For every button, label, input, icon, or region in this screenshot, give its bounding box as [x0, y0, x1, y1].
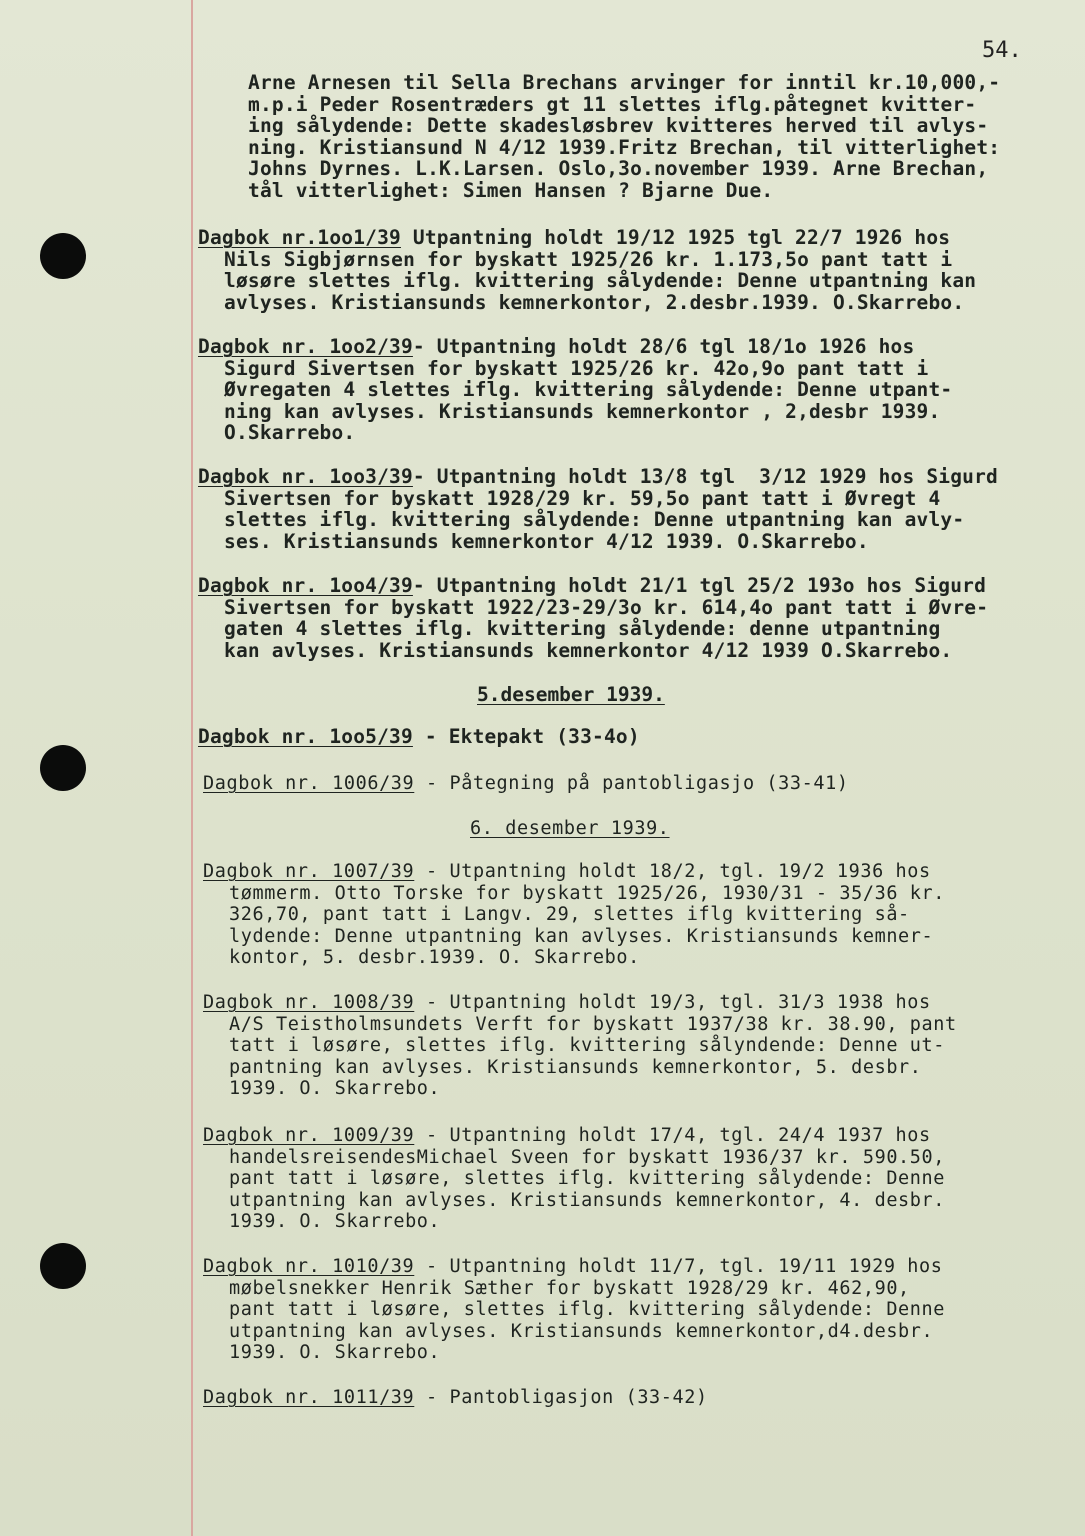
- entry-text: - Utpantning holdt 17/4, tgl. 24/4 1937 hos: [414, 1125, 931, 1146]
- entry-1011: [203, 1387, 708, 1409]
- text-line: O.Skarrebo.: [224, 421, 356, 445]
- text-line: ses. Kristiansunds kemnerkontor 4/12 1939. O.Skarrebo.: [224, 529, 869, 553]
- text-line: lydende: Denne utpantning kan avlyses. Kristiansunds kemner-: [229, 925, 934, 947]
- entry-ref: Dagbok nr. 1oo3/39: [198, 465, 413, 488]
- entry-1006: [203, 773, 849, 795]
- entry-1010: [203, 1256, 945, 1364]
- intro-paragraph: [248, 72, 1000, 202]
- text-line: ning kan avlyses. Kristiansunds kemnerkontor , 2,desbr 1939.: [224, 399, 941, 423]
- entry-1008: [203, 992, 957, 1100]
- text-line: m.p.i Peder Rosentræders gt 11 slettes iflg.påtegnet kvitter-: [248, 92, 977, 116]
- text-line: tål vitterlighet: Simen Hansen ? Bjarne Due.: [248, 178, 774, 202]
- entry-text: - Utpantning holdt 21/1 tgl 25/2 193o hos Sigurd: [412, 574, 987, 597]
- text-line: Øvregaten 4 slettes iflg. kvittering sålydende: Denne utpant-: [224, 378, 953, 402]
- punch-hole: [40, 745, 86, 791]
- text-line: kan avlyses. Kristiansunds kemnerkontor 4/12 1939 O.Skarrebo.: [224, 638, 953, 662]
- entry-1007: [203, 861, 945, 969]
- entry-ref: Dagbok nr. 1007/39: [203, 861, 415, 882]
- entry-ref: Dagbok nr. 1oo5/39: [198, 725, 413, 748]
- text-line: Sivertsen for byskatt 1928/29 kr. 59,5o pant tatt i Øvregt 4: [224, 486, 941, 510]
- entry-ref: Dagbok nr. 1006/39: [203, 773, 415, 794]
- entry-ref: Dagbok nr. 1009/39: [203, 1125, 415, 1146]
- entry-text: - Utpantning holdt 28/6 tgl 18/1o 1926 hos: [412, 335, 915, 358]
- text-line: møbelsnekker Henrik Sæther for byskatt 1928/29 kr. 462,90,: [229, 1277, 910, 1299]
- punch-hole: [40, 233, 86, 279]
- text-line: 1939. O. Skarrebo.: [229, 1211, 441, 1233]
- entry-1005: [198, 726, 640, 748]
- date-heading: 5.desember 1939.: [477, 683, 665, 706]
- text-line: løsøre slettes iflg. kvittering sålydende: Denne utpantning kan: [224, 269, 977, 293]
- text-line: tatt i løsøre, slettes iflg. kvittering sålyndende: Denne ut-: [229, 1035, 946, 1057]
- text-line: avlyses. Kristiansunds kemnerkontor, 2.desbr.1939. O.Skarrebo.: [224, 290, 965, 314]
- entry-text: Utpantning holdt 19/12 1925 tgl 22/7 1926 hos: [400, 226, 951, 249]
- punch-hole: [40, 1243, 86, 1289]
- entry-1002: [198, 336, 952, 444]
- entry-ref: Dagbok nr. 1011/39: [203, 1387, 415, 1408]
- entry-ref: Dagbok nr.1oo1/39: [198, 226, 401, 249]
- entry-text: - Påtegning på pantobligasjo (33-41): [414, 773, 849, 794]
- text-line: pant tatt i løsøre, slettes iflg. kvittering sålydende: Denne: [229, 1168, 946, 1190]
- entry-1004: [198, 575, 988, 661]
- text-line: tømmerm. Otto Torske for byskatt 1925/26, 1930/31 - 35/36 kr.: [229, 882, 946, 904]
- entry-text: - Ektepakt (33-4o): [412, 725, 640, 748]
- date-heading: 6. desember 1939.: [470, 818, 670, 839]
- text-line: 1939. O. Skarrebo.: [229, 1342, 441, 1364]
- entry-ref: Dagbok nr. 1oo2/39: [198, 335, 413, 358]
- entry-ref: Dagbok nr. 1oo4/39: [198, 574, 413, 597]
- text-line: handelsreisendesMichael Sveen for byskatt 1936/37 kr. 590.50,: [229, 1146, 946, 1168]
- text-line: Nils Sigbjørnsen for byskatt 1925/26 kr. 1.173,5o pant tatt i: [224, 247, 953, 271]
- text-line: utpantning kan avlyses. Kristiansunds kemnerkontor,d4.desbr.: [229, 1320, 934, 1342]
- text-line: slettes iflg. kvittering sålydende: Denne utpantning kan avly-: [224, 508, 965, 532]
- entry-text: - Utpantning holdt 13/8 tgl 3/12 1929 hos Sigurd: [412, 465, 998, 488]
- entry-text: - Utpantning holdt 11/7, tgl. 19/11 1929 hos: [414, 1256, 943, 1277]
- margin-line: [191, 0, 193, 1536]
- text-line: Johns Dyrnes. L.K.Larsen. Oslo,3o.november 1939. Arne Brechan,: [248, 157, 989, 181]
- text-line: Sigurd Sivertsen for byskatt 1925/26 kr. 42o,9o pant tatt i: [224, 356, 929, 380]
- entry-1001: [198, 227, 976, 313]
- entry-1003: [198, 466, 998, 552]
- text-line: utpantning kan avlyses. Kristiansunds kemnerkontor, 4. desbr.: [229, 1189, 946, 1211]
- text-line: ning. Kristiansund N 4/12 1939.Fritz Brechan, til vitterlighet:: [248, 135, 1001, 159]
- text-line: pantning kan avlyses. Kristiansunds kemnerkontor, 5. desbr.: [229, 1056, 922, 1078]
- text-line: 1939. O. Skarrebo.: [229, 1078, 441, 1100]
- text-line: Sivertsen for byskatt 1922/23-29/3o kr. 614,4o pant tatt i Øvre-: [224, 595, 989, 619]
- text-line: 326,70, pant tatt i Langv. 29, slettes iflg kvittering så-: [229, 904, 910, 926]
- entry-text: - Pantobligasjon (33-42): [414, 1387, 708, 1408]
- entry-ref: Dagbok nr. 1008/39: [203, 992, 415, 1013]
- text-line: pant tatt i løsøre, slettes iflg. kvittering sålydende: Denne: [229, 1299, 946, 1321]
- page-number: 54.: [982, 38, 1022, 63]
- entry-1009: [203, 1125, 945, 1233]
- entry-text: - Utpantning holdt 19/3, tgl. 31/3 1938 hos: [414, 992, 931, 1013]
- text-line: ing sålydende: Dette skadesløsbrev kvitteres herved til avlys-: [248, 114, 989, 138]
- text-line: gaten 4 slettes iflg. kvittering sålydende: denne utpantning: [224, 617, 941, 641]
- text-line: kontor, 5. desbr.1939. O. Skarrebo.: [229, 947, 640, 969]
- entry-ref: Dagbok nr. 1010/39: [203, 1256, 415, 1277]
- text-line: A/S Teistholmsundets Verft for byskatt 1937/38 kr. 38.90, pant: [229, 1013, 957, 1035]
- entry-text: - Utpantning holdt 18/2, tgl. 19/2 1936 hos: [414, 861, 931, 882]
- text-line: Arne Arnesen til Sella Brechans arvinger for inntil kr.10,000,-: [248, 71, 1001, 94]
